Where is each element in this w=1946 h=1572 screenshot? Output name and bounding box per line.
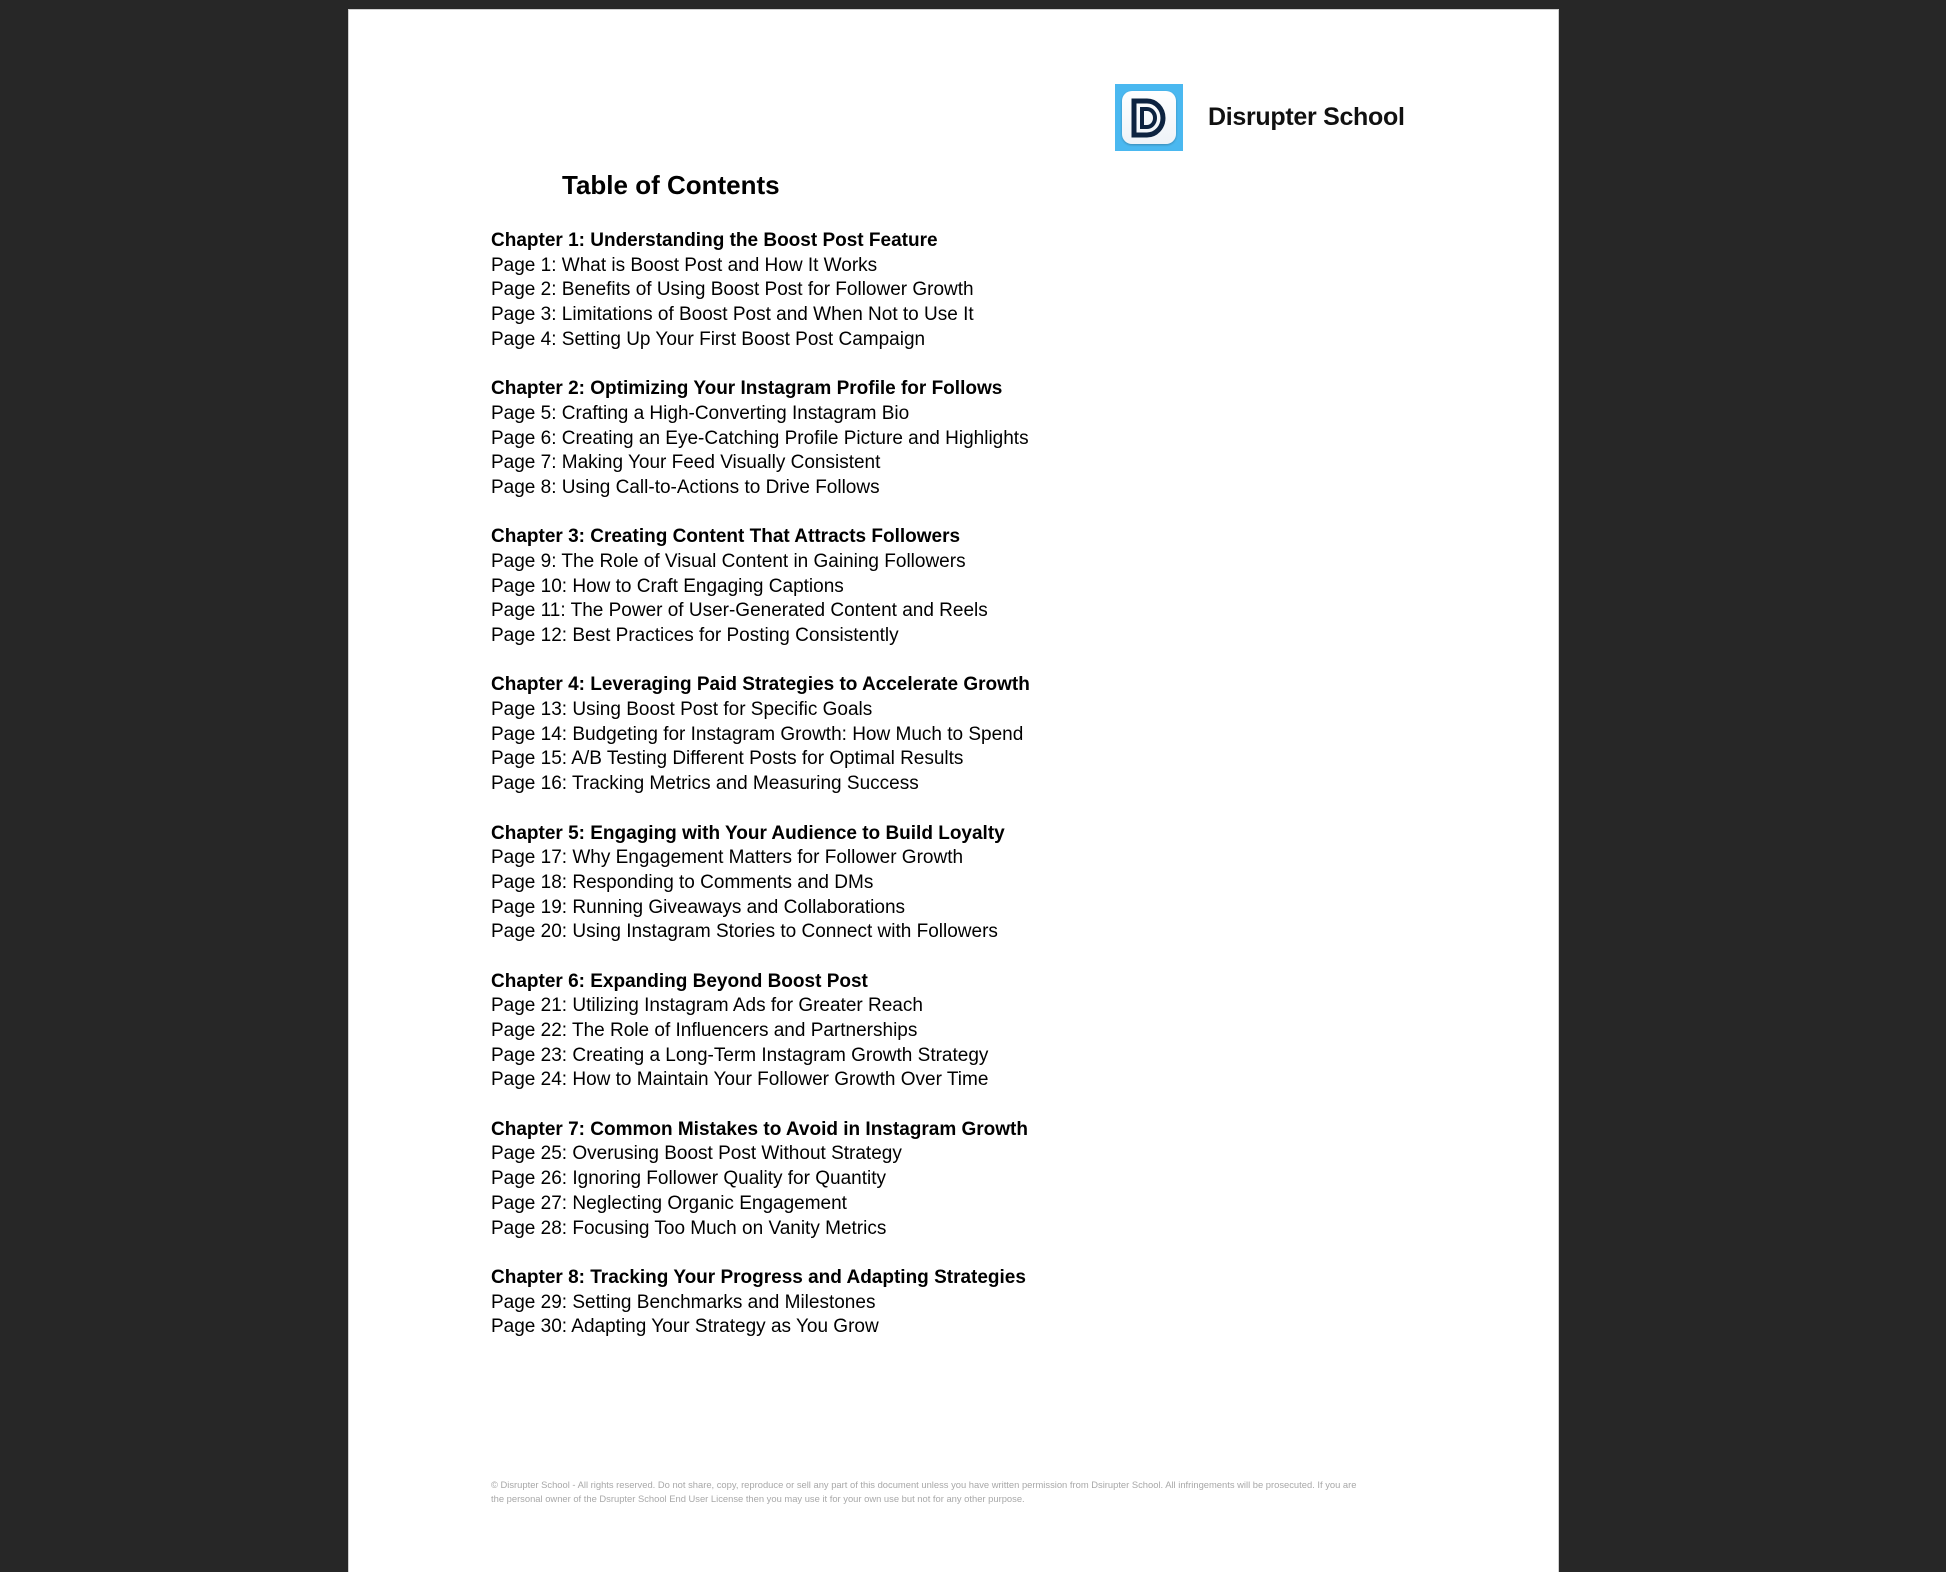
chapter-heading: Chapter 6: Expanding Beyond Boost Post bbox=[491, 970, 868, 992]
toc-page-entry: Page 6: Creating an Eye-Catching Profile Picture and Highlights bbox=[491, 427, 1029, 449]
brand-logo bbox=[1115, 84, 1405, 151]
toc-page-entry: Page 12: Best Practices for Posting Consistently bbox=[491, 625, 899, 646]
chapter-heading: Chapter 5: Engaging with Your Audience to Build Loyalty bbox=[491, 822, 1005, 844]
toc-title: Table of Contents bbox=[562, 170, 780, 200]
toc-page-entry: Page 20: Using Instagram Stories to Connect with Followers bbox=[491, 921, 998, 943]
chapter-block bbox=[491, 673, 1391, 796]
toc-page-entry: Page 18: Responding to Comments and DMs bbox=[491, 871, 874, 893]
chapter-heading: Chapter 4: Leveraging Paid Strategies to Accelerate Growth bbox=[491, 674, 1030, 696]
chapter-block bbox=[491, 970, 1391, 1093]
chapter-block bbox=[491, 229, 1391, 352]
chapter-block bbox=[491, 377, 1391, 500]
toc-page-entry: Page 21: Utilizing Instagram Ads for Greater Reach bbox=[491, 995, 923, 1017]
toc-page-entry: Page 15: A/B Testing Different Posts for Optimal Results bbox=[491, 748, 964, 770]
d-letter-icon bbox=[1130, 98, 1168, 138]
toc-page-entry: Page 11: The Power of User-Generated Content and Reels bbox=[491, 600, 988, 622]
toc-page-entry: Page 16: Tracking Metrics and Measuring Success bbox=[491, 773, 919, 795]
toc-page-entry: Page 3: Limitations of Boost Post and When Not to Use It bbox=[491, 304, 974, 326]
toc-page-entry: Page 22: The Role of Influencers and Partnerships bbox=[491, 1020, 918, 1041]
toc-page-entry: Page 2: Benefits of Using Boost Post for Follower Growth bbox=[491, 279, 974, 301]
toc-page-entry: Page 30: Adapting Your Strategy as You Grow bbox=[491, 1316, 879, 1338]
toc-page-entry: Page 1: What is Boost Post and How It Works bbox=[491, 254, 878, 276]
disrupter-school-logo-icon bbox=[1115, 84, 1183, 151]
brand-name: Disrupter School bbox=[1208, 103, 1405, 131]
toc-page-entry: Page 8: Using Call-to-Actions to Drive Follows bbox=[491, 476, 880, 498]
toc-page-entry: Page 13: Using Boost Post for Specific Goals bbox=[491, 699, 873, 721]
toc-page-entry: Page 7: Making Your Feed Visually Consistent bbox=[491, 452, 881, 474]
chapter-heading: Chapter 2: Optimizing Your Instagram Profile for Follows bbox=[491, 378, 1003, 400]
chapter-heading: Chapter 1: Understanding the Boost Post Feature bbox=[491, 230, 938, 251]
toc-page-entry: Page 26: Ignoring Follower Quality for Quantity bbox=[491, 1168, 886, 1190]
toc-page-entry: Page 29: Setting Benchmarks and Milestones bbox=[491, 1291, 876, 1313]
chapter-heading: Chapter 3: Creating Content That Attracts Followers bbox=[491, 526, 961, 548]
chapter-block bbox=[491, 822, 1391, 945]
toc-page-entry: Page 4: Setting Up Your First Boost Post Campaign bbox=[491, 328, 926, 350]
footer-line-1: © Disrupter School - All rights reserved. Do not share, copy, reproduce or sell any part of this document unless you have written permission from Dsirupter School. All infringements will be prosecuted. If you are bbox=[491, 1479, 1357, 1490]
chapter-heading: Chapter 8: Tracking Your Progress and Adapting Strategies bbox=[491, 1266, 1026, 1288]
toc-page-entry: Page 27: Neglecting Organic Engagement bbox=[491, 1192, 847, 1214]
copyright-footer bbox=[491, 1478, 1411, 1506]
toc-page-entry: Page 14: Budgeting for Instagram Growth: How Much to Spend bbox=[491, 723, 1024, 745]
toc-page-entry: Page 19: Running Giveaways and Collaborations bbox=[491, 896, 906, 918]
toc-page-entry: Page 28: Focusing Too Much on Vanity Metrics bbox=[491, 1217, 887, 1239]
table-of-contents bbox=[491, 229, 1391, 1365]
toc-page-entry: Page 5: Crafting a High-Converting Instagram Bio bbox=[491, 402, 910, 424]
chapter-block bbox=[491, 1266, 1391, 1340]
toc-page-entry: Page 25: Overusing Boost Post Without Strategy bbox=[491, 1143, 902, 1165]
toc-page-entry: Page 23: Creating a Long-Term Instagram Growth Strategy bbox=[491, 1044, 989, 1066]
toc-page-entry: Page 17: Why Engagement Matters for Follower Growth bbox=[491, 847, 964, 869]
toc-page-entry: Page 24: How to Maintain Your Follower Growth Over Time bbox=[491, 1069, 989, 1091]
chapter-heading: Chapter 7: Common Mistakes to Avoid in Instagram Growth bbox=[491, 1118, 1028, 1140]
document-page bbox=[349, 10, 1558, 1572]
toc-page-entry: Page 9: The Role of Visual Content in Gaining Followers bbox=[491, 550, 966, 572]
chapter-block bbox=[491, 525, 1391, 648]
footer-line-2: the personal owner of the Dsrupter School End User License then you may use it for your own use but not for any other purpose. bbox=[491, 1493, 1025, 1504]
toc-page-entry: Page 10: How to Craft Engaging Captions bbox=[491, 575, 844, 597]
chapter-block bbox=[491, 1118, 1391, 1241]
